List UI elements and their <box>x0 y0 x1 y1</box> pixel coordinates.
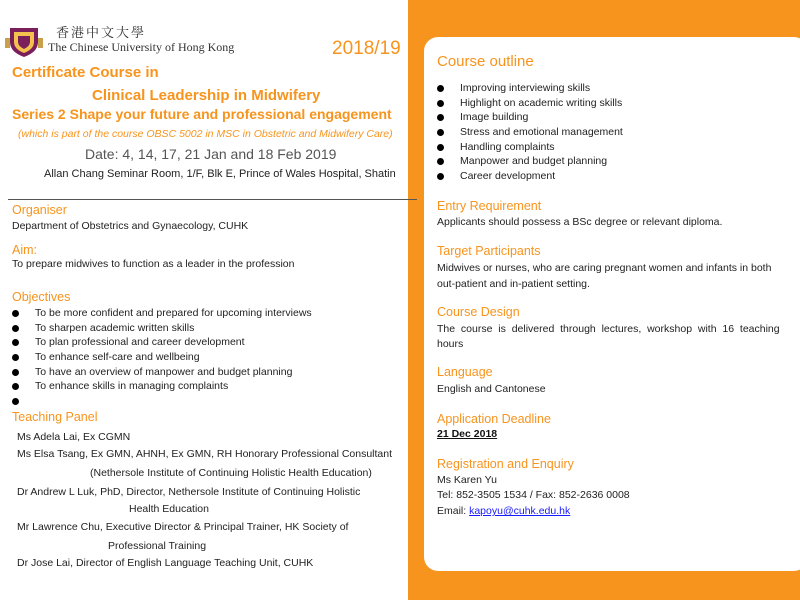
list-item: To plan professional and career development <box>12 335 312 350</box>
panel-member-line: Professional Training <box>108 540 207 552</box>
bullet-icon <box>437 158 444 165</box>
registration-phone: Tel: 852-3505 1534 / Fax: 852-2636 0008 <box>437 489 630 501</box>
registration-email-line <box>437 503 570 519</box>
list-item: Highlight on academic writing skills <box>437 96 623 111</box>
registration-contact: Ms Karen Yu <box>437 474 497 486</box>
list-item: To have an overview of manpower and budget planning <box>12 365 312 380</box>
list-item: To enhance self-care and wellbeing <box>12 350 312 365</box>
language-heading: Language <box>437 365 493 379</box>
bullet-icon <box>437 100 444 107</box>
course-design-heading: Course Design <box>437 305 520 319</box>
course-venue: Allan Chang Seminar Room, 1/F, Blk E, Prince of Wales Hospital, Shatin <box>44 168 396 180</box>
target-participants-line2: out-patient and in-patient setting. <box>437 278 590 290</box>
objectives-list <box>12 306 312 409</box>
panel-member-line: Dr Jose Lai, Director of English Language Teaching Unit, CUHK <box>17 557 314 569</box>
target-participants-line1: Midwives or nurses, who are caring pregnant women and infants in both <box>437 262 772 274</box>
registration-heading: Registration and Enquiry <box>437 457 574 471</box>
aim-text: To prepare midwives to function as a leader in the profession <box>12 258 295 270</box>
bullet-icon <box>437 85 444 92</box>
list-item <box>12 394 312 409</box>
panel-member-line: Ms Adela Lai, Ex CGMN <box>17 431 131 443</box>
language-text: English and Cantonese <box>437 383 546 395</box>
course-design-line2: hours <box>437 338 464 350</box>
list-item: Image building <box>437 110 623 125</box>
course-parent-note: (which is part of the course OBSC 5002 in MSC in Obstetric and Midwifery Care) <box>18 128 393 140</box>
list-item: Handling complaints <box>437 140 623 155</box>
bullet-icon <box>437 129 444 136</box>
list-item: To sharpen academic written skills <box>12 321 312 336</box>
bullet-icon <box>437 144 444 151</box>
panel-member-line: Ms Elsa Tsang, Ex GMN, AHNH, Ex GMN, RH Honorary Professional Consultant <box>17 448 393 460</box>
bullet-icon <box>12 354 19 361</box>
list-item: Career development <box>437 169 623 184</box>
bullet-icon <box>12 398 19 405</box>
bullet-icon <box>437 114 444 121</box>
entry-requirement-heading: Entry Requirement <box>437 199 542 213</box>
list-item: Stress and emotional management <box>437 125 623 140</box>
target-participants-heading: Target Participants <box>437 244 541 258</box>
series-title: Series 2 Shape your future and professional engagement <box>12 106 392 122</box>
bullet-icon <box>12 369 19 376</box>
teaching-panel-heading: Teaching Panel <box>12 410 98 424</box>
list-item: Improving interviewing skills <box>437 81 623 96</box>
panel-member-line: Mr Lawrence Chu, Executive Director & Principal Trainer, HK Society of <box>17 521 349 533</box>
course-title-line2: Clinical Leadership in Midwifery <box>92 87 321 104</box>
bullet-icon <box>12 325 19 332</box>
panel-member-line: (Nethersole Institute of Continuing Holistic Health Education) <box>90 467 372 479</box>
list-item: To enhance skills in managing complaints <box>12 379 312 394</box>
organiser-text: Department of Obstetrics and Gynaecology, CUHK <box>12 220 249 232</box>
university-crest-icon <box>4 24 44 58</box>
objectives-heading: Objectives <box>12 290 71 304</box>
bullet-icon <box>437 173 444 180</box>
university-name-english: The Chinese University of Hong Kong <box>48 40 235 54</box>
course-outline-heading: Course outline <box>437 53 534 70</box>
divider <box>8 199 417 200</box>
course-title-line1: Certificate Course in <box>12 64 159 81</box>
application-deadline-heading: Application Deadline <box>437 412 551 426</box>
bullet-icon <box>12 339 19 346</box>
panel-member-line: Dr Andrew L Luk, PhD, Director, Nethersole Institute of Continuing Holistic <box>17 486 361 498</box>
course-design-line1: The course is delivered through lectures, workshop with 16 teaching <box>437 323 780 335</box>
panel-member-line: Health Education <box>129 503 209 515</box>
academic-year: 2018/19 <box>332 38 401 59</box>
email-label: Email: <box>437 505 470 517</box>
aim-heading: Aim: <box>12 243 37 257</box>
application-deadline-date: 21 Dec 2018 <box>437 428 498 440</box>
bullet-icon <box>12 310 19 317</box>
entry-requirement-text: Applicants should possess a BSc degree or relevant diploma. <box>437 216 723 228</box>
university-name-chinese: 香港中文大學 <box>56 26 147 41</box>
bullet-icon <box>12 383 19 390</box>
list-item: To be more confident and prepared for upcoming interviews <box>12 306 312 321</box>
course-dates: Date: 4, 14, 17, 21 Jan and 18 Feb 2019 <box>85 146 337 162</box>
list-item: Manpower and budget planning <box>437 154 623 169</box>
email-link[interactable]: kapoyu@cuhk.edu.hk <box>469 505 571 517</box>
organiser-heading: Organiser <box>12 203 67 217</box>
course-outline-list <box>437 81 623 184</box>
